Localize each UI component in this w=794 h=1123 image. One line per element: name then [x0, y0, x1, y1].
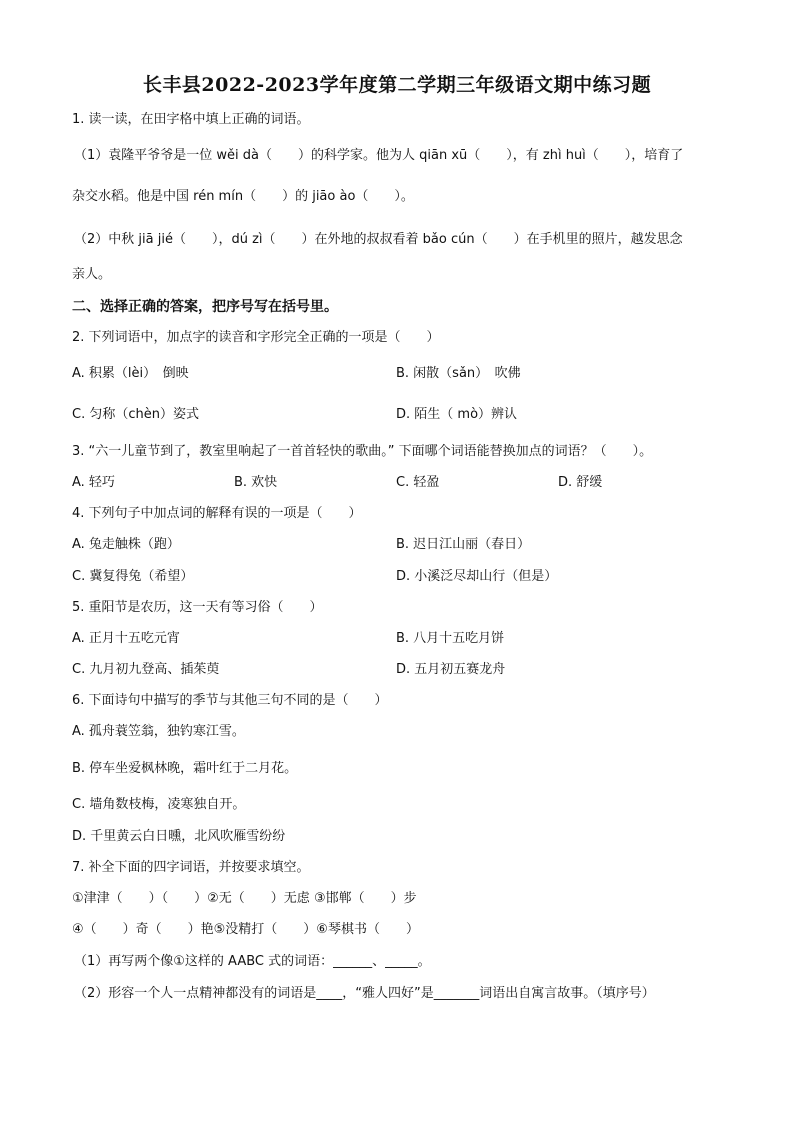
q5-option-a: A. 正月十五吃元宵 — [72, 631, 180, 646]
q3-option-a: A. 轻巧 — [72, 475, 115, 490]
q5-option-d: D. 五月初五赛龙舟 — [396, 662, 506, 677]
q4-option-b: B. 迟日江山丽（春日） — [396, 537, 531, 552]
q6-option-d: D. 千里黄云白日曛，北风吹雁雪纷纷 — [72, 829, 286, 844]
q6-option-a: A. 孤舟蓑笠翁，独钓寒江雪。 — [72, 724, 245, 739]
q1-part1-line2: 杂交水稻。他是中国 rén mín（ ）的 jiāo ào（ ）。 — [72, 189, 414, 204]
q1-stem: 1. 读一读，在田字格中填上正确的词语。 — [72, 112, 310, 127]
page-title: 长丰县2022-2023学年度第二学期三年级语文期中练习题 — [142, 74, 652, 96]
q1-part2-line1: （2）中秋 jiā jié（ ），dú zì（ ）在外地的叔叔看着 bǎo cún（ ）在手机里的照片，越发思念 — [74, 232, 683, 247]
q3-option-b: B. 欢快 — [234, 475, 278, 490]
q3-stem: 3. “六一儿童节到了，教室里响起了一首首轻快的歌曲。” 下面哪个词语能替换加点的词语？（ ）。 — [72, 444, 653, 459]
q1-part1-line1: （1）袁隆平爷爷是一位 wěi dà（ ）的科学家。他为人 qiān xū（ ），有 zhì huì（ ），培育了 — [74, 148, 684, 163]
q5-option-c: C. 九月初九登高、插茱萸 — [72, 662, 220, 677]
q4-option-d: D. 小溪泛尽却山行（但是） — [396, 569, 558, 584]
q3-option-c: C. 轻盈 — [396, 475, 440, 490]
q2-option-c: C. 匀称（chèn）姿式 — [72, 407, 199, 422]
q2-option-a: A. 积累（lèi） 倒映 — [72, 366, 189, 381]
q7-sub1: （1）再写两个像①这样的 AABC 式的词语：______、_____。 — [74, 954, 431, 969]
section-2-heading: 二、选择正确的答案，把序号写在括号里。 — [72, 299, 338, 315]
q5-stem: 5. 重阳节是农历，这一天有等习俗（ ） — [72, 600, 323, 615]
q5-option-b: B. 八月十五吃月饼 — [396, 631, 505, 646]
q2-option-d: D. 陌生（ mò）辨认 — [396, 407, 518, 422]
q7-row1: ①津津（ ）（ ）②无（ ）无虑 ③邯郸（ ）步 — [72, 891, 417, 906]
q7-sub2: （2）形容一个人一点精神都没有的词语是____，“雅人四好”是_______词语出自寓言故事。（填序号） — [74, 986, 655, 1001]
q3-option-d: D. 舒缓 — [558, 475, 603, 490]
q7-stem: 7. 补全下面的四字词语，并按要求填空。 — [72, 860, 310, 875]
q4-option-a: A. 兔走触株（跑） — [72, 537, 180, 552]
q6-stem: 6. 下面诗句中描写的季节与其他三句不同的是（ ） — [72, 693, 388, 708]
q1-part2-line2: 亲人。 — [72, 267, 112, 282]
q7-row2: ④（ ）奇（ ）艳⑤没精打（ ）⑥琴棋书（ ） — [72, 922, 419, 937]
q6-option-c: C. 墙角数枝梅，凌寒独自开。 — [72, 797, 246, 812]
q4-option-c: C. 冀复得兔（希望） — [72, 569, 194, 584]
q6-option-b: B. 停车坐爱枫林晚，霜叶红于二月花。 — [72, 761, 298, 776]
q4-stem: 4. 下列句子中加点词的解释有误的一项是（ ） — [72, 506, 362, 521]
q2-option-b: B. 闲散（sǎn） 吹佛 — [396, 366, 521, 381]
q2-stem: 2. 下列词语中，加点字的读音和字形完全正确的一项是（ ） — [72, 330, 440, 345]
